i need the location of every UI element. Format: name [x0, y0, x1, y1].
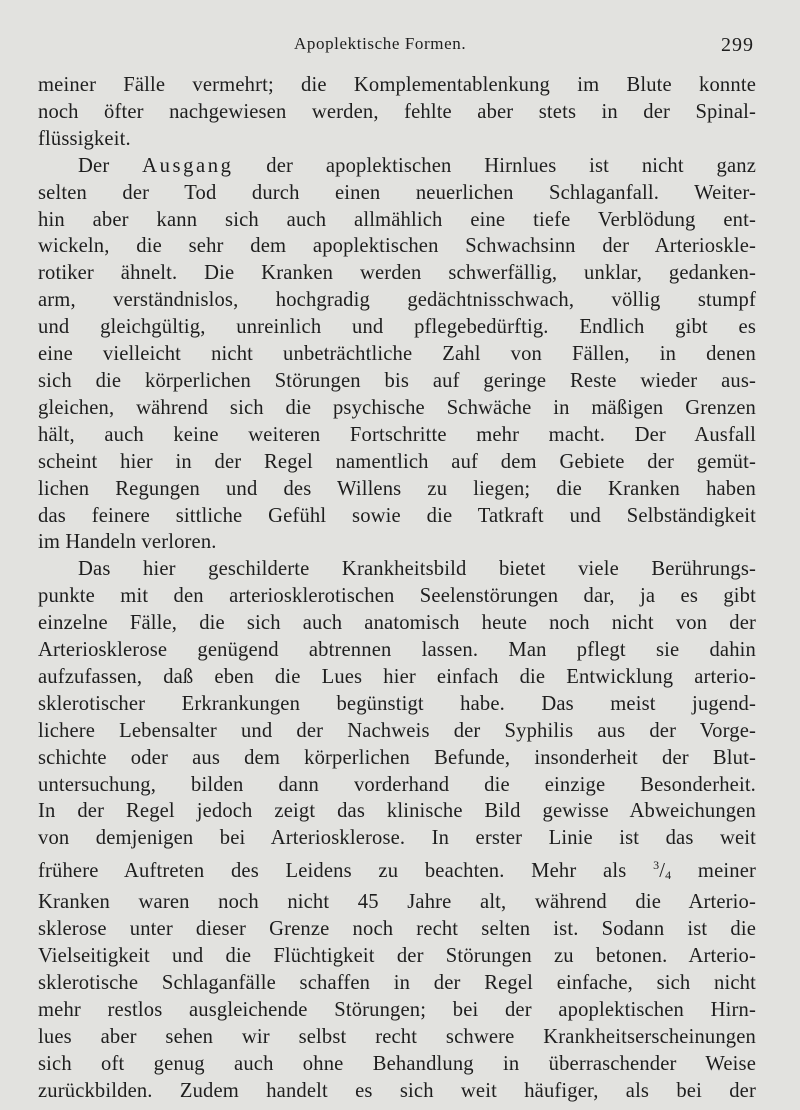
body-text	[38, 72, 756, 1104]
text-fragment: meiner	[671, 860, 756, 883]
text-line: selten der Tod durch einen neuerlichen Schlaganfall. Weiter-	[38, 181, 756, 204]
text-line: sklerotische Schlaganfälle schaffen in der Regel einfache, sich nicht	[38, 971, 756, 994]
text-line: das feinere sittliche Gefühl sowie die Tatkraft und Selbständigkeit	[38, 504, 756, 527]
text-line: hält, auch keine weiteren Fortschritte mehr macht. Der Ausfall	[38, 423, 756, 446]
page-number: 299	[721, 34, 754, 56]
text-line: Vielseitigkeit und die Flüchtigkeit der Störungen zu betonen. Arterio-	[38, 945, 756, 967]
fraction-line	[38, 852, 756, 889]
page-header	[0, 34, 800, 56]
text-line: flüssigkeit.	[38, 127, 131, 150]
fraction: $^3/_4$	[653, 858, 672, 883]
running-title: Apoplektische Formen.	[294, 34, 467, 53]
text-line: In der Regel jedoch zeigt das klinische Bild gewisse Abweichungen	[38, 800, 756, 823]
text-line: sich die körperlichen Störungen bis auf geringe Reste wieder aus-	[38, 369, 756, 392]
text-line: arm, verständnislos, hochgradig gedächtnisschwach, völlig stumpf	[38, 289, 756, 312]
fraction-denominator: 4	[665, 868, 672, 883]
text-fragment: frühere Auftreten des Leidens zu beachten. Mehr als	[38, 860, 627, 883]
text-line: im Handeln verloren.	[38, 531, 217, 554]
text-line: Kranken waren noch nicht 45 Jahre alt, während die Arterio-	[38, 891, 756, 914]
paragraph-start-line	[38, 153, 756, 180]
text-line: sklerotischer Erkrankungen begünstigt habe. Das meist jugend-	[38, 692, 756, 715]
text-line: sklerose unter dieser Grenze noch recht selten ist. Sodann ist die	[38, 918, 756, 941]
text-fragment: der apoplektischen Hirnlues ist nicht ganz	[233, 154, 756, 177]
text-line: und gleichgültig, unreinlich und pflegebedürftig. Endlich gibt es	[38, 316, 756, 339]
text-fragment: Der	[78, 154, 143, 177]
text-line: zurückbilden. Zudem handelt es sich weit häufiger, als bei der	[38, 1079, 756, 1102]
text-line: von demjenigen bei Arteriosklerose. In erster Linie ist das weit	[38, 827, 756, 850]
text-line: gleichen, während sich die psychische Schwäche in mäßigen Grenzen	[38, 396, 756, 419]
text-line: lichere Lebensalter und der Nachweis der Syphilis aus der Vorge-	[38, 719, 756, 742]
text-line: Arteriosklerose genügend abtrennen lassen. Man pflegt sie dahin	[38, 639, 756, 662]
text-line: schichte oder aus dem körperlichen Befunde, insonderheit der Blut-	[38, 746, 756, 769]
text-line: wickeln, die sehr dem apoplektischen Schwachsinn der Arterioskle-	[38, 235, 756, 258]
text-line: punkte mit den arteriosklerotischen Seelenstörungen dar, ja es gibt	[38, 585, 756, 608]
text-line: untersuchung, bilden dann vorderhand die einzige Besonderheit.	[38, 773, 756, 796]
text-line: meiner Fälle vermehrt; die Komplementablenkung im Blute konnte	[38, 74, 756, 96]
text-line: hin aber kann sich auch allmählich eine tiefe Verblödung ent-	[38, 208, 756, 231]
text-line: mehr restlos ausgleichende Störungen; bei der apoplektischen Hirn-	[38, 998, 756, 1021]
text-line: lues aber sehen wir selbst recht schwere Krankheitserscheinungen	[38, 1025, 756, 1048]
paragraph-start-line: Das hier geschilderte Krankheitsbild bietet viele Berührungs-	[78, 558, 756, 581]
text-line: lichen Regungen und des Willens zu liegen; die Kranken haben	[38, 477, 756, 500]
text-line: einzelne Fälle, die sich auch anatomisch heute noch nicht von der	[38, 612, 756, 635]
text-line: rotiker ähnelt. Die Kranken werden schwerfällig, unklar, gedanken-	[38, 262, 756, 285]
text-line: eine vielleicht nicht unbeträchtliche Zahl von Fällen, in denen	[38, 343, 756, 366]
fraction-numerator: 3	[653, 858, 660, 873]
text-line: scheint hier in der Regel namentlich auf dem Gebiete der gemüt-	[38, 450, 756, 473]
emphasized-word: Ausgang	[142, 154, 234, 177]
text-line: sich oft genug auch ohne Behandlung in überraschender Weise	[38, 1052, 756, 1075]
text-line: noch öfter nachgewiesen werden, fehlte aber stets in der Spinal-	[38, 100, 756, 123]
text-line: aufzufassen, daß eben die Lues hier einfach die Entwicklung arterio-	[38, 665, 756, 688]
